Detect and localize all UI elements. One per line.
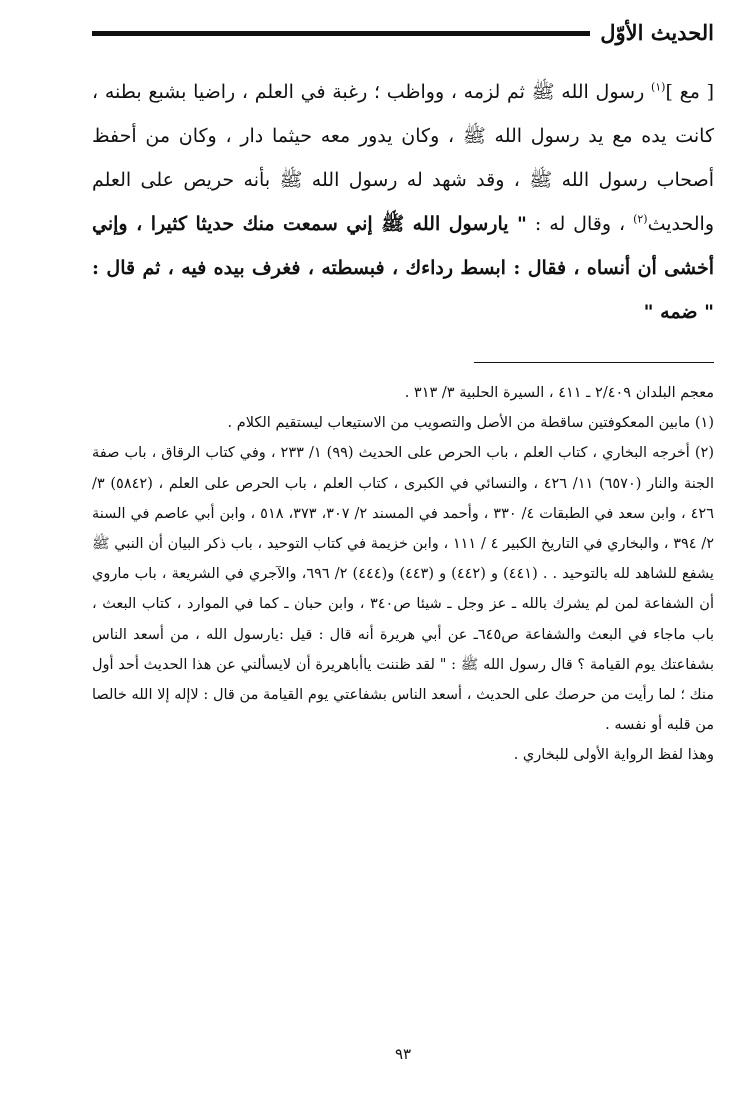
book-page: [92, 0, 714, 1093]
main-text: [92, 70, 714, 334]
footnote-carryover: معجم البلدان ٢/٤٠٩ ـ ٤١١ ، السيرة الحلبية ٣/ ٣١٣ .: [404, 385, 714, 401]
footnote-divider: [474, 362, 714, 363]
chapter-title: الحديث الأوّل: [600, 19, 714, 45]
footnote-ref-2[interactable]: (٢): [633, 212, 648, 226]
paragraph-tail: ، وقال له :: [526, 213, 634, 235]
footnote-ref-1[interactable]: (١): [650, 80, 666, 94]
running-header: [92, 14, 714, 50]
hadith-quote: " يارسول الله ﷺ إني سمعت منك حديثا كثيرا ، وإني أخشى أن أنساه ، فقال : ابسط رداءك ، فبسطته ، فغرف بيده فيه ، ثم قال : " ضمه ": [92, 213, 714, 323]
page-number: ٩٣: [394, 1045, 412, 1063]
footnote-2: (٢) أخرجه البخاري ، كتاب العلم ، باب الحرص على الحديث (٩٩) ١/ ٢٣٣ ، وفي كتاب الرقاق ، باب صفة الجنة والنار (٦٥٧٠) ١١/ ٤٢٦ ، والنسائي في الكبرى ، كتاب العلم ، باب الحرص على العلم ، (٥٨٤٢) ٣/ ٤٢٦ ، وابن سعد في الطبقات ٤/ ٣٣٠ ، وأحمد في المسند ٢/ ٣٠٧، ٣٧٣، ٥١٨ ، وابن أبي عاصم في السنة ٢/ ٣٩٤ ، والبخاري في التاريخ الكبير ٤ / ١١١ ، وابن خزيمة في كتاب التوحيد ، باب ذكر البيان أن النبي ﷺ يشفع للشاهد لله بالتوحيد . . (٤٤١) و (٤٤٢) و (٤٤٣) و(٤٤٤) ٢/ ٦٩٦، والآجري في الشريعة ، باب ماروي أن الشفاعة لمن لم يشرك بالله ـ عز وجل ـ شيئا ص٣٤٠ ، وابن حبان ـ كما في الموارد ، كتاب البعث ، باب ماجاء في البعث والشفاعة ص٦٤٥ـ عن أبي هريرة أنه قال : قيل :يارسول الله ، من أسعد الناس بشفاعتك يوم القيامة ؟ قال رسول الله ﷺ : " لقد ظننت ياأباهريرة أن لايسألني عن هذا الحديث أحد أول منك ؛ لما رأيت من حرصك على الحديث ، أسعد الناس بشفاعتي يوم القيامة من قال : لاإله إلا الله خالصا من قلبه أو نفسه .: [92, 445, 715, 734]
footnote-3: وهذا لفظ الرواية الأولى للبخاري .: [513, 747, 714, 764]
paragraph-text: رسول الله ﷺ ثم لزمه ، وواظب ؛ رغبة في العلم ، راضيا بشبع بطنه ، كانت يده مع يد رسول الله ﷺ ، وكان يدور معه حيثما دار ، وكان من أحفظ أصحاب رسول الله ﷺ ، وقد شهد له رسول الله ﷺ بأنه حريص على العلم والحديث: [92, 81, 715, 235]
bracket-insertion: [ مع ]: [665, 81, 714, 103]
main-paragraph: [92, 70, 714, 334]
header-rule: [92, 31, 590, 36]
footnote-1: (١) مابين المعكوفتين ساقطة من الأصل والتصويب من الاستيعاب ليستقيم الكلام .: [227, 415, 714, 432]
footnotes: [92, 378, 714, 771]
